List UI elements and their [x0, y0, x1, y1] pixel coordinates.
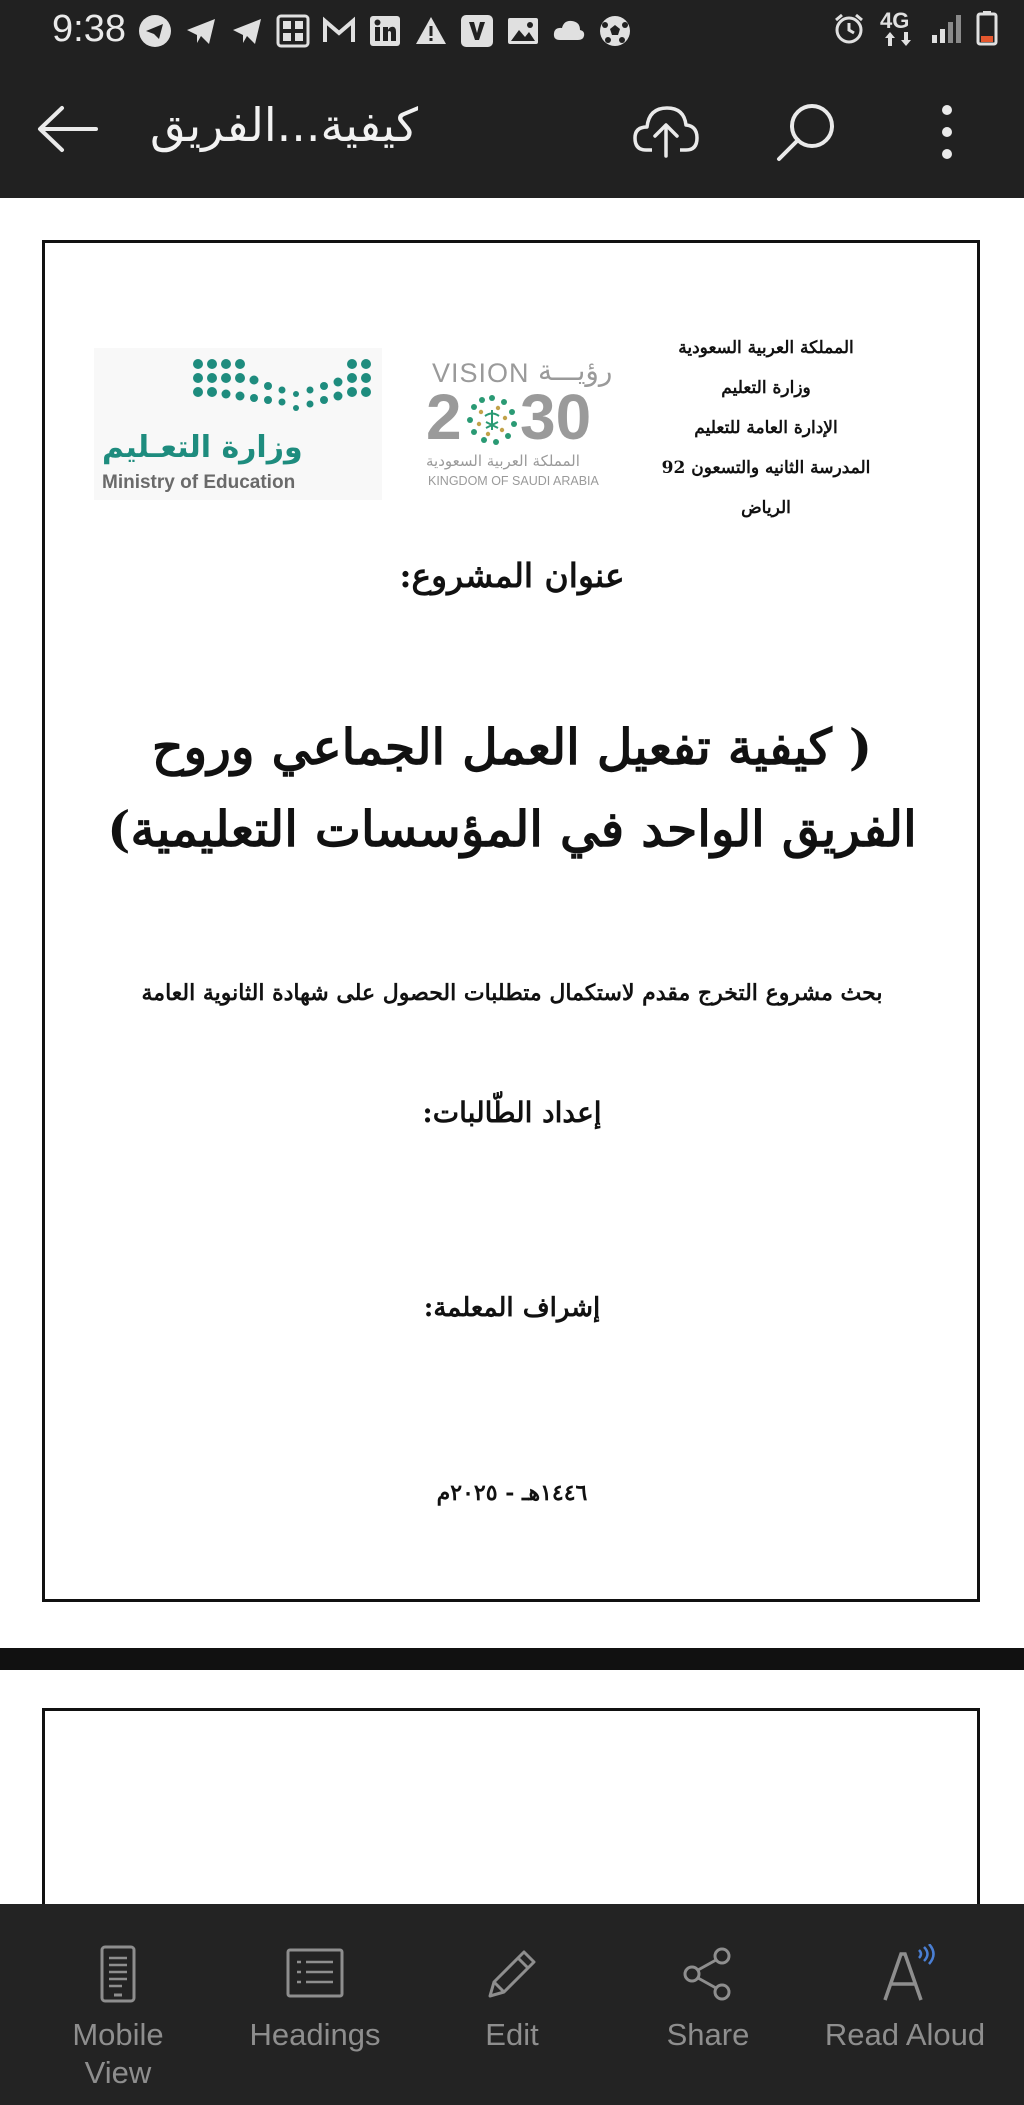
notification-icons [138, 14, 632, 48]
palm-emblem-icon [466, 394, 518, 446]
org-line: المدرسة الثانيه والتسعون 92 [661, 458, 871, 478]
org-line: المملكة العربية السعودية [678, 338, 854, 358]
read-aloud-label: Read Aloud [824, 2017, 986, 2052]
moe-dots-icon [190, 356, 376, 418]
org-line: وزارة التعليم [721, 378, 811, 398]
cloud-upload-icon[interactable] [632, 100, 700, 160]
vision-year-2: 2 [426, 381, 462, 453]
share-label: Share [666, 2017, 750, 2052]
network-label: 4G [880, 8, 910, 33]
teacher-label: إشراف المعلمة: [423, 1293, 601, 1323]
headings-label: Headings [249, 2017, 381, 2052]
mobile-view-label: Mobile View [72, 2017, 164, 2090]
telegram-icon [138, 14, 172, 48]
vision-year-30: 30 [520, 381, 592, 453]
gmail-icon [322, 14, 356, 48]
status-bar [0, 0, 1024, 62]
read-aloud-button[interactable] [814, 1944, 996, 2104]
vision-arabic-word: رؤيـــة [538, 354, 613, 387]
ministry-of-education-logo [94, 348, 382, 500]
linkedin-icon [368, 14, 402, 48]
system-icons [832, 10, 998, 46]
headings-icon [285, 1944, 345, 2004]
edit-label: Edit [485, 2017, 539, 2052]
vision-2030-logo [426, 356, 622, 496]
cloud-icon [552, 14, 586, 48]
image-icon [506, 14, 540, 48]
telegram-plane-icon [184, 14, 218, 48]
vision-word: VISION [432, 358, 530, 388]
alarm-icon [832, 11, 866, 45]
more-vertical-icon[interactable] [932, 100, 962, 164]
share-button[interactable] [640, 1944, 776, 2104]
main-title-line-2: الفريق الواحد في المؤسسات التعليمية) [107, 800, 917, 858]
document-page-2 [0, 1670, 1024, 1904]
students-label: إعداد الطّالبات: [422, 1096, 602, 1129]
main-title-line-1: ( كيفية تفعيل العمل الجماعي وروح [151, 718, 873, 776]
bottom-toolbar [0, 1904, 1024, 2105]
organization-header [636, 328, 896, 528]
document-viewer[interactable] [0, 198, 1024, 1904]
org-line: الإدارة العامة للتعليم [694, 418, 838, 438]
battery-low-icon [976, 10, 998, 46]
vision-arabic-country: المملكة العربية السعودية [426, 452, 580, 470]
page-separator [0, 1648, 1024, 1670]
moe-arabic-name: وزارة التعـليم [102, 430, 303, 465]
cellular-signal-icon [930, 11, 964, 45]
soccer-ball-icon [598, 14, 632, 48]
research-subtitle: بحث مشروع التخرج مقدم لاستكمال متطلبات الحصول على شهادة الثانوية العامة [141, 980, 883, 1006]
mobile-view-button[interactable] [38, 1944, 198, 2104]
4g-signal-icon [878, 10, 918, 46]
page-border [42, 1708, 980, 1904]
status-time: 9:38 [52, 8, 126, 50]
document-page [0, 198, 1024, 1648]
telegram-plane-icon [230, 14, 264, 48]
mobile-view-icon [88, 1944, 148, 2004]
venmo-icon [460, 14, 494, 48]
edit-button[interactable] [450, 1944, 574, 2104]
headings-button[interactable] [230, 1944, 400, 2104]
pencil-icon [482, 1944, 542, 2004]
vision-country: KINGDOM OF SAUDI ARABIA [428, 474, 599, 488]
moe-english-name: Ministry of Education [102, 472, 296, 493]
org-line: الرياض [741, 498, 791, 518]
share-icon [678, 1944, 738, 2004]
search-icon[interactable] [774, 100, 838, 164]
main-title [100, 706, 924, 870]
document-date: ١٤٤٦هـ - ٢٠٢٥م [436, 1480, 588, 1506]
app-bar [0, 62, 1024, 198]
read-aloud-icon [875, 1944, 935, 2004]
wxp-icon [276, 14, 310, 48]
warning-icon [414, 14, 448, 48]
project-title-label: عنوان المشروع: [399, 556, 625, 595]
document-title: كيفية...الفريق [150, 98, 419, 152]
arrow-left-icon[interactable] [36, 104, 100, 154]
